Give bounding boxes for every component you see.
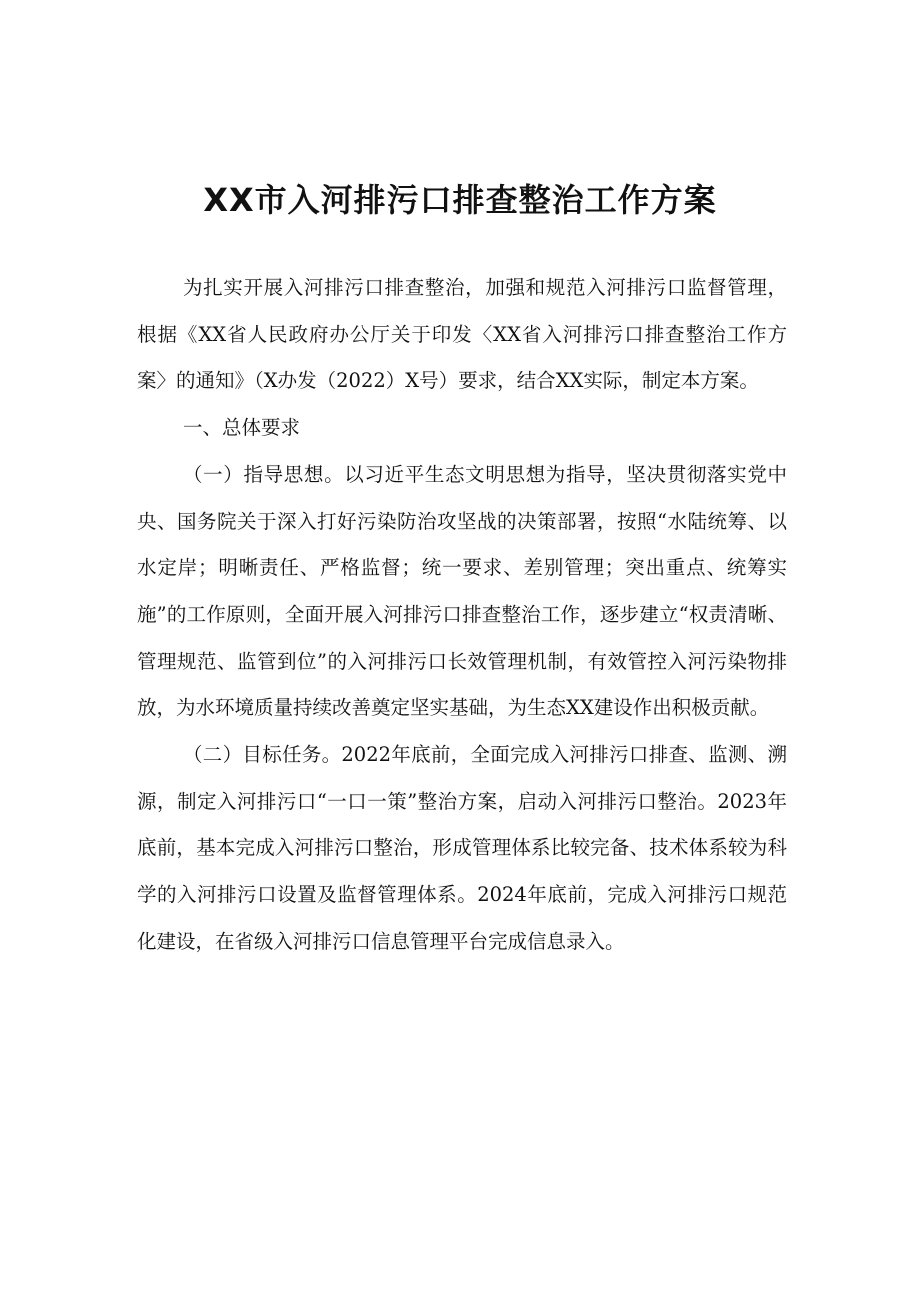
document-title: XX市入河排污口排查整治工作方案 (203, 181, 717, 219)
objectives-paragraph: （二）目标任务。2022年底前，全面完成入河排污口排查、监测、溯源，制定入河排污口“一口一策”整治方案，启动入河排污口整治。2023年底前，基本完成入河排污口整治，形成管理体系比较完备、技术体系较为科学的入河排污口设置及监督管理体系。2024年底前，完成入河排污口规范化建设，在省级入河排污口信息管理平台完成信息录入。 (137, 743, 787, 953)
intro-paragraph: 为扎实开展入河排污口排查整治，加强和规范入河排污口监督管理，根据《XX省人民政府办公厅关于印发〈XX省入河排污口排查整治工作方案〉的通知》（X办发（2022）X号）要求，结合XX实际，制定本方案。 (137, 276, 787, 393)
document-body (137, 265, 787, 966)
guiding-ideology-paragraph: （一）指导思想。以习近平生态文明思想为指导，坚决贯彻落实党中央、国务院关于深入打好污染防治攻坚战的决策部署，按照“水陆统筹、以水定岸；明晰责任、严格监督；统一要求、差别管理；突出重点、统筹实施”的工作原则，全面开展入河排污口排查整治工作，逐步建立“权责清晰、管理规范、监管到位”的入河排污口长效管理机制，有效管控入河污染物排放，为水环境质量持续改善奠定坚实基础，为生态XX建设作出积极贡献。 (137, 462, 787, 720)
section-heading-general-requirements: 一、总体要求 (183, 416, 301, 440)
